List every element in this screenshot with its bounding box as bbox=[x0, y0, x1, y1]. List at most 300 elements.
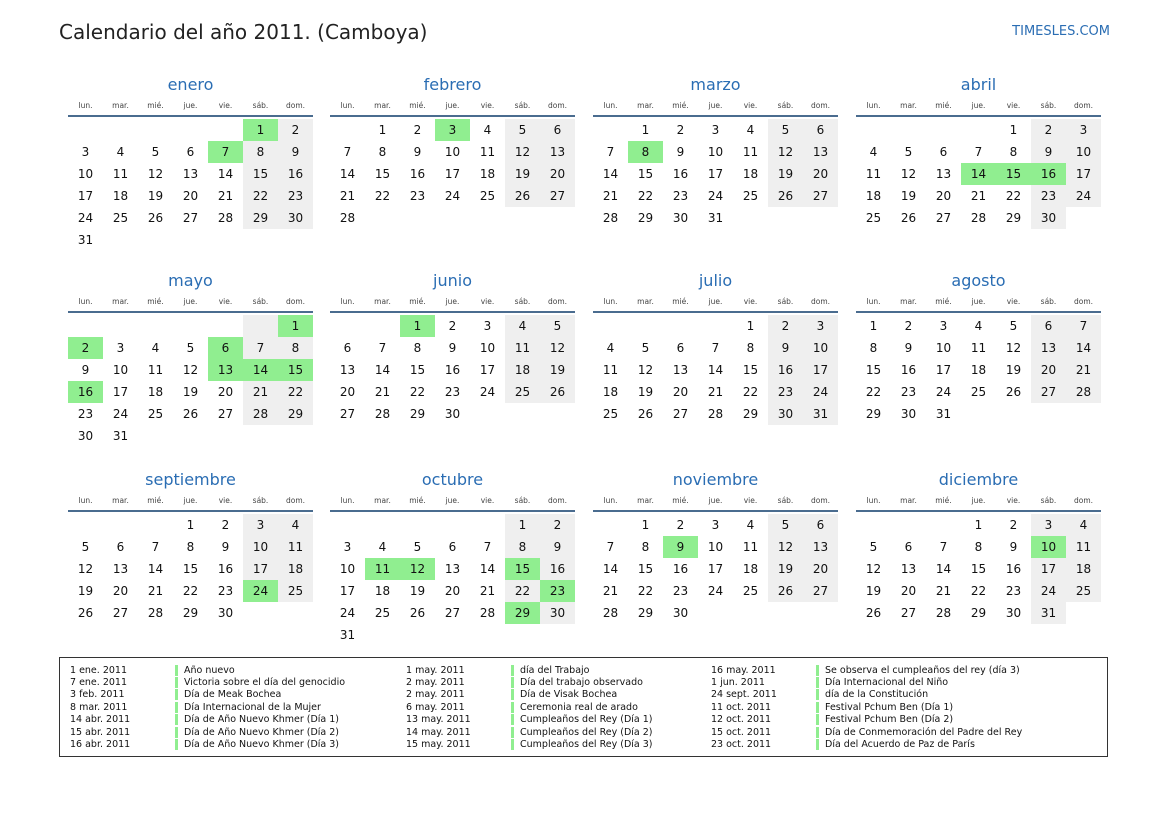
day-cell: 22 bbox=[374, 189, 391, 203]
day-cell: 11 bbox=[278, 536, 313, 558]
holiday-day-cell: 8 bbox=[628, 141, 663, 163]
day-cell: 14 bbox=[935, 562, 952, 576]
header-divider bbox=[330, 311, 575, 313]
day-cell: 13 bbox=[112, 562, 129, 576]
day-cell: 4 bbox=[483, 123, 492, 137]
day-cell: 29 bbox=[182, 606, 199, 620]
day-cell: 23 bbox=[444, 385, 461, 399]
holiday-name: Día de Visak Bochea bbox=[520, 689, 618, 701]
header-divider bbox=[593, 510, 838, 512]
day-cell: 30 bbox=[1031, 207, 1066, 229]
weekday-label: mié. bbox=[935, 101, 952, 110]
holiday-day-cell: 24 bbox=[243, 580, 278, 602]
weekday-label: jue. bbox=[971, 101, 986, 110]
day-cell: 4 bbox=[746, 518, 755, 532]
day-cell: 21 bbox=[374, 385, 391, 399]
day-cell: 18 bbox=[970, 363, 987, 377]
weekday-label: jue. bbox=[708, 496, 723, 505]
holiday-marker bbox=[816, 702, 819, 713]
month-name: abril bbox=[960, 75, 997, 94]
legend-row bbox=[701, 676, 1022, 688]
day-cell: 12 bbox=[540, 337, 575, 359]
month-name: junio bbox=[433, 271, 472, 290]
holiday-marker bbox=[511, 702, 514, 713]
holiday-day-cell: 14 bbox=[243, 359, 278, 381]
weekday-label: vie. bbox=[480, 297, 495, 306]
day-cell: 26 bbox=[182, 407, 199, 421]
day-cell: 8 bbox=[413, 341, 422, 355]
empty-cell bbox=[365, 315, 400, 337]
day-cell: 7 bbox=[939, 540, 948, 554]
day-grid bbox=[68, 315, 313, 447]
weekday-header bbox=[68, 293, 313, 310]
day-cell: 22 bbox=[970, 584, 987, 598]
holiday-name: día de la Constitución bbox=[825, 689, 929, 701]
weekday-header bbox=[68, 492, 313, 509]
day-cell: 2 bbox=[1031, 119, 1066, 141]
day-cell: 30 bbox=[278, 207, 313, 229]
weekday-label: dom. bbox=[1073, 496, 1094, 505]
day-cell: 27 bbox=[935, 211, 952, 225]
weekday-label: mar. bbox=[112, 297, 129, 306]
weekday-label: mié. bbox=[935, 496, 952, 505]
weekday-label: vie. bbox=[218, 496, 233, 505]
day-cell: 18 bbox=[742, 167, 759, 181]
weekday-label: mar. bbox=[112, 101, 129, 110]
day-cell: 30 bbox=[900, 407, 917, 421]
day-cell: 21 bbox=[479, 584, 496, 598]
weekday-label: lun. bbox=[340, 101, 355, 110]
month-name: enero bbox=[167, 75, 214, 94]
weekday-label: dom. bbox=[810, 101, 831, 110]
day-cell: 18 bbox=[374, 584, 391, 598]
holiday-name: Festival Pchum Ben (Día 2) bbox=[825, 714, 954, 726]
legend-column bbox=[60, 664, 345, 751]
day-cell: 27 bbox=[1031, 381, 1066, 403]
month-marzo bbox=[593, 73, 838, 229]
day-cell: 28 bbox=[602, 606, 619, 620]
holiday-marker bbox=[175, 739, 178, 750]
weekday-label: jue. bbox=[183, 101, 198, 110]
day-cell: 28 bbox=[479, 606, 496, 620]
weekday-label: vie. bbox=[743, 496, 758, 505]
day-cell: 25 bbox=[865, 211, 882, 225]
day-grid bbox=[593, 315, 838, 425]
day-cell: 19 bbox=[768, 163, 803, 185]
day-cell: 8 bbox=[278, 337, 313, 359]
weekday-label: lun. bbox=[78, 101, 93, 110]
weekday-label: sáb. bbox=[1040, 101, 1057, 110]
day-cell: 6 bbox=[803, 514, 838, 536]
empty-cell bbox=[103, 315, 138, 337]
holiday-name: Día del Acuerdo de Paz de París bbox=[825, 739, 975, 751]
day-cell: 5 bbox=[186, 341, 195, 355]
day-cell: 22 bbox=[243, 185, 278, 207]
day-cell: 19 bbox=[147, 189, 164, 203]
day-cell: 21 bbox=[217, 189, 234, 203]
day-cell: 10 bbox=[444, 145, 461, 159]
header-divider bbox=[68, 311, 313, 313]
legend-row bbox=[701, 738, 1022, 750]
weekday-label: mar. bbox=[900, 101, 917, 110]
day-cell: 18 bbox=[479, 167, 496, 181]
day-cell: 11 bbox=[147, 363, 164, 377]
weekday-label: lun. bbox=[866, 297, 881, 306]
day-cell: 29 bbox=[637, 211, 654, 225]
weekday-label: sáb. bbox=[1040, 297, 1057, 306]
day-cell: 28 bbox=[147, 606, 164, 620]
holiday-date: 16 may. 2011 bbox=[711, 664, 776, 676]
day-cell: 1 bbox=[974, 518, 983, 532]
day-cell: 24 bbox=[112, 407, 129, 421]
day-cell: 22 bbox=[865, 385, 882, 399]
day-cell: 14 bbox=[479, 562, 496, 576]
empty-cell bbox=[365, 514, 400, 536]
day-cell: 28 bbox=[374, 407, 391, 421]
day-grid bbox=[593, 514, 838, 624]
day-cell: 9 bbox=[278, 141, 313, 163]
day-cell: 23 bbox=[217, 584, 234, 598]
weekday-label: lun. bbox=[78, 496, 93, 505]
day-cell: 5 bbox=[505, 119, 540, 141]
day-cell: 7 bbox=[711, 341, 720, 355]
day-cell: 9 bbox=[448, 341, 457, 355]
holiday-date: 11 oct. 2011 bbox=[711, 701, 772, 713]
holiday-name: Día de Año Nuevo Khmer (Día 1) bbox=[184, 714, 339, 726]
day-cell: 16 bbox=[409, 167, 426, 181]
day-cell: 2 bbox=[904, 319, 913, 333]
month-septiembre bbox=[68, 468, 313, 624]
day-cell: 16 bbox=[217, 562, 234, 576]
day-cell: 29 bbox=[278, 403, 313, 425]
day-cell: 10 bbox=[803, 337, 838, 359]
day-cell: 31 bbox=[1031, 602, 1066, 624]
weekday-label: dom. bbox=[285, 297, 306, 306]
day-cell: 17 bbox=[1066, 163, 1101, 185]
day-cell: 13 bbox=[935, 167, 952, 181]
holiday-date: 15 abr. 2011 bbox=[70, 726, 131, 738]
holiday-name: Día del trabajo observado bbox=[520, 677, 643, 689]
day-cell: 1 bbox=[1009, 123, 1018, 137]
day-cell: 19 bbox=[77, 584, 94, 598]
day-cell: 15 bbox=[182, 562, 199, 576]
holiday-day-cell: 12 bbox=[400, 558, 435, 580]
day-cell: 31 bbox=[803, 403, 838, 425]
day-cell: 16 bbox=[672, 562, 689, 576]
weekday-header bbox=[330, 293, 575, 310]
day-cell: 10 bbox=[243, 536, 278, 558]
day-cell: 8 bbox=[641, 540, 650, 554]
day-cell: 11 bbox=[505, 337, 540, 359]
day-cell: 20 bbox=[803, 558, 838, 580]
empty-cell bbox=[891, 514, 926, 536]
empty-cell bbox=[208, 315, 243, 337]
day-cell: 15 bbox=[637, 562, 654, 576]
day-cell: 4 bbox=[606, 341, 615, 355]
day-cell: 12 bbox=[147, 167, 164, 181]
day-cell: 15 bbox=[865, 363, 882, 377]
header-divider bbox=[593, 311, 838, 313]
day-cell: 14 bbox=[707, 363, 724, 377]
day-cell: 24 bbox=[1066, 185, 1101, 207]
day-cell: 15 bbox=[970, 562, 987, 576]
day-cell: 26 bbox=[637, 407, 654, 421]
day-cell: 7 bbox=[974, 145, 983, 159]
day-cell: 7 bbox=[243, 337, 278, 359]
day-cell: 2 bbox=[676, 123, 685, 137]
day-cell: 14 bbox=[339, 167, 356, 181]
day-cell: 19 bbox=[505, 163, 540, 185]
holiday-name: Año nuevo bbox=[184, 664, 235, 676]
weekday-label: mar. bbox=[374, 101, 391, 110]
weekday-label: mar. bbox=[374, 297, 391, 306]
day-cell: 18 bbox=[1066, 558, 1101, 580]
weekday-label: jue. bbox=[183, 496, 198, 505]
holiday-day-cell: 9 bbox=[663, 536, 698, 558]
holiday-name: Cumpleaños del Rey (Día 1) bbox=[520, 714, 653, 726]
day-cell: 23 bbox=[672, 584, 689, 598]
day-cell: 2 bbox=[540, 514, 575, 536]
day-cell: 29 bbox=[409, 407, 426, 421]
holiday-name: Día de Año Nuevo Khmer (Día 3) bbox=[184, 739, 339, 751]
weekday-label: sáb. bbox=[252, 101, 269, 110]
holiday-day-cell: 13 bbox=[208, 359, 243, 381]
day-cell: 8 bbox=[974, 540, 983, 554]
day-cell: 26 bbox=[505, 185, 540, 207]
day-cell: 18 bbox=[602, 385, 619, 399]
day-cell: 17 bbox=[112, 385, 129, 399]
holiday-name: Cumpleaños del Rey (Día 3) bbox=[520, 739, 653, 751]
day-cell: 15 bbox=[742, 363, 759, 377]
month-julio bbox=[593, 269, 838, 425]
day-cell: 6 bbox=[676, 341, 685, 355]
day-cell: 25 bbox=[742, 189, 759, 203]
holiday-marker bbox=[816, 677, 819, 688]
day-cell: 12 bbox=[768, 141, 803, 163]
day-cell: 23 bbox=[409, 189, 426, 203]
holiday-name: Día de Año Nuevo Khmer (Día 2) bbox=[184, 726, 339, 738]
day-cell: 28 bbox=[339, 211, 356, 225]
day-cell: 16 bbox=[278, 163, 313, 185]
day-cell: 19 bbox=[768, 558, 803, 580]
day-cell: 10 bbox=[77, 167, 94, 181]
holiday-date: 1 ene. 2011 bbox=[70, 664, 127, 676]
legend-row bbox=[701, 726, 1022, 738]
legend-row bbox=[396, 738, 653, 750]
holiday-name: Día Internacional de la Mujer bbox=[184, 701, 321, 713]
holiday-marker bbox=[816, 727, 819, 738]
day-cell: 6 bbox=[904, 540, 913, 554]
day-cell: 6 bbox=[448, 540, 457, 554]
header-divider bbox=[856, 115, 1101, 117]
weekday-label: mar. bbox=[637, 101, 654, 110]
holiday-day-cell: 16 bbox=[68, 381, 103, 403]
day-cell: 25 bbox=[374, 606, 391, 620]
day-cell: 13 bbox=[540, 141, 575, 163]
day-grid bbox=[856, 315, 1101, 425]
day-cell: 2 bbox=[413, 123, 422, 137]
day-cell: 14 bbox=[1066, 337, 1101, 359]
day-cell: 7 bbox=[343, 145, 352, 159]
day-cell: 13 bbox=[182, 167, 199, 181]
day-cell: 17 bbox=[803, 359, 838, 381]
day-cell: 25 bbox=[112, 211, 129, 225]
day-cell: 9 bbox=[413, 145, 422, 159]
day-cell: 6 bbox=[343, 341, 352, 355]
day-grid bbox=[68, 514, 313, 624]
day-cell: 17 bbox=[77, 189, 94, 203]
weekday-label: mar. bbox=[900, 496, 917, 505]
holiday-date: 6 may. 2011 bbox=[406, 701, 465, 713]
day-cell: 3 bbox=[116, 341, 125, 355]
weekday-label: lun. bbox=[340, 496, 355, 505]
legend-row bbox=[60, 726, 345, 738]
day-cell: 25 bbox=[479, 189, 496, 203]
holiday-date: 3 feb. 2011 bbox=[70, 689, 125, 701]
day-cell: 5 bbox=[1009, 319, 1018, 333]
site-link[interactable]: TIMESLES.COM bbox=[1012, 24, 1110, 39]
day-cell: 21 bbox=[339, 189, 356, 203]
day-cell: 7 bbox=[378, 341, 387, 355]
weekday-label: mié. bbox=[672, 496, 689, 505]
weekday-label: mié. bbox=[672, 297, 689, 306]
day-cell: 23 bbox=[1005, 584, 1022, 598]
day-cell: 12 bbox=[1005, 341, 1022, 355]
day-cell: 24 bbox=[707, 584, 724, 598]
weekday-label: vie. bbox=[1006, 496, 1021, 505]
month-diciembre bbox=[856, 468, 1101, 624]
day-cell: 9 bbox=[221, 540, 230, 554]
empty-cell bbox=[103, 119, 138, 141]
day-cell: 4 bbox=[151, 341, 160, 355]
day-cell: 30 bbox=[1005, 606, 1022, 620]
empty-cell bbox=[208, 119, 243, 141]
day-cell: 11 bbox=[865, 167, 882, 181]
day-cell: 3 bbox=[1031, 514, 1066, 536]
day-cell: 4 bbox=[974, 319, 983, 333]
day-cell: 5 bbox=[151, 145, 160, 159]
month-name: febrero bbox=[423, 75, 482, 94]
weekday-label: sáb. bbox=[252, 496, 269, 505]
weekday-header bbox=[330, 97, 575, 114]
day-cell: 24 bbox=[707, 189, 724, 203]
day-cell: 24 bbox=[1031, 580, 1066, 602]
holiday-day-cell: 14 bbox=[961, 163, 996, 185]
day-cell: 31 bbox=[339, 628, 356, 642]
legend-row bbox=[396, 701, 653, 713]
day-cell: 18 bbox=[742, 562, 759, 576]
day-cell: 1 bbox=[746, 319, 755, 333]
day-cell: 8 bbox=[1009, 145, 1018, 159]
day-cell: 29 bbox=[1005, 211, 1022, 225]
empty-cell bbox=[68, 119, 103, 141]
empty-cell bbox=[103, 514, 138, 536]
holiday-day-cell: 2 bbox=[68, 337, 103, 359]
weekday-label: sáb. bbox=[777, 101, 794, 110]
empty-cell bbox=[593, 315, 628, 337]
day-cell: 24 bbox=[77, 211, 94, 225]
day-cell: 10 bbox=[112, 363, 129, 377]
day-cell: 31 bbox=[77, 233, 94, 247]
holiday-day-cell: 11 bbox=[365, 558, 400, 580]
day-cell: 29 bbox=[637, 606, 654, 620]
day-cell: 11 bbox=[112, 167, 129, 181]
day-cell: 2 bbox=[676, 518, 685, 532]
day-cell: 19 bbox=[865, 584, 882, 598]
weekday-label: dom. bbox=[810, 496, 831, 505]
day-cell: 23 bbox=[900, 385, 917, 399]
holiday-marker bbox=[511, 714, 514, 725]
day-cell: 13 bbox=[672, 363, 689, 377]
weekday-label: lun. bbox=[866, 496, 881, 505]
day-cell: 23 bbox=[1031, 185, 1066, 207]
day-cell: 9 bbox=[1031, 141, 1066, 163]
day-cell: 27 bbox=[672, 407, 689, 421]
legend-row bbox=[701, 664, 1022, 676]
empty-cell bbox=[628, 315, 663, 337]
day-cell: 21 bbox=[707, 385, 724, 399]
day-cell: 30 bbox=[672, 606, 689, 620]
day-cell: 10 bbox=[339, 562, 356, 576]
day-cell: 15 bbox=[409, 363, 426, 377]
day-cell: 5 bbox=[904, 145, 913, 159]
day-cell: 26 bbox=[768, 580, 803, 602]
day-cell: 2 bbox=[1009, 518, 1018, 532]
month-abril bbox=[856, 73, 1101, 229]
weekday-label: sáb. bbox=[514, 101, 531, 110]
day-cell: 18 bbox=[112, 189, 129, 203]
day-cell: 17 bbox=[935, 363, 952, 377]
day-cell: 28 bbox=[935, 606, 952, 620]
day-cell: 21 bbox=[602, 584, 619, 598]
month-agosto bbox=[856, 269, 1101, 425]
day-cell: 13 bbox=[803, 141, 838, 163]
day-cell: 21 bbox=[970, 189, 987, 203]
day-cell: 15 bbox=[243, 163, 278, 185]
weekday-header bbox=[593, 492, 838, 509]
empty-cell bbox=[173, 315, 208, 337]
day-cell: 24 bbox=[803, 381, 838, 403]
day-cell: 30 bbox=[444, 407, 461, 421]
day-cell: 19 bbox=[1005, 363, 1022, 377]
holiday-name: Día Internacional del Niño bbox=[825, 677, 949, 689]
legend-row bbox=[60, 714, 345, 726]
holiday-name: Cumpleaños del Rey (Día 2) bbox=[520, 726, 653, 738]
holiday-date: 14 may. 2011 bbox=[406, 726, 471, 738]
weekday-label: lun. bbox=[603, 297, 618, 306]
day-cell: 2 bbox=[221, 518, 230, 532]
holiday-marker bbox=[175, 665, 178, 676]
holiday-marker bbox=[175, 702, 178, 713]
holiday-name: Festival Pchum Ben (Día 1) bbox=[825, 701, 954, 713]
weekday-label: mié. bbox=[409, 297, 426, 306]
day-cell: 27 bbox=[444, 606, 461, 620]
weekday-label: mié. bbox=[147, 101, 164, 110]
weekday-label: lun. bbox=[78, 297, 93, 306]
day-cell: 20 bbox=[444, 584, 461, 598]
weekday-label: mar. bbox=[374, 496, 391, 505]
day-grid bbox=[856, 119, 1101, 229]
weekday-label: mié. bbox=[935, 297, 952, 306]
day-cell: 22 bbox=[637, 584, 654, 598]
day-cell: 14 bbox=[602, 167, 619, 181]
weekday-label: vie. bbox=[1006, 297, 1021, 306]
holiday-marker bbox=[816, 665, 819, 676]
holiday-marker bbox=[816, 714, 819, 725]
day-cell: 26 bbox=[900, 211, 917, 225]
holiday-date: 2 may. 2011 bbox=[406, 677, 465, 689]
day-cell: 9 bbox=[676, 145, 685, 159]
